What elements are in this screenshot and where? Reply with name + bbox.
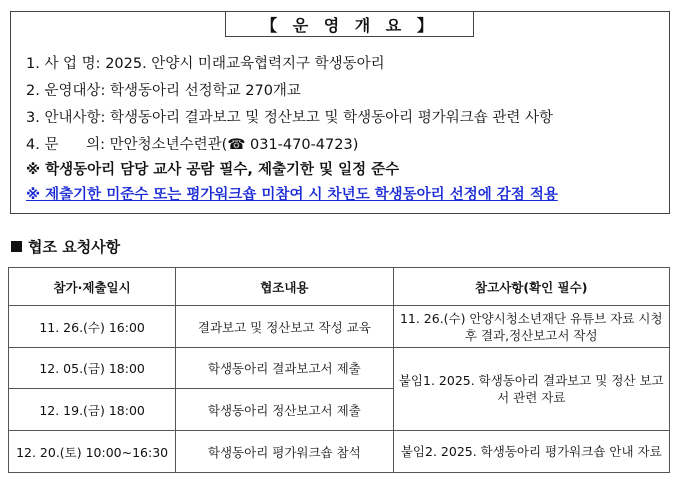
notice-penalty: ※ 제출기한 미준수 또는 평가워크숍 미참여 시 차년도 학생동아리 선정에 감점 적용 [26,187,558,203]
cell-date: 11. 26.(수) 16:00 [9,306,176,348]
cooperation-table [8,267,670,473]
overview-item-guidance [26,106,553,127]
cell-note: 붙임1. 2025. 학생동아리 결과보고 및 정산 보고서 관련 자료 [393,348,670,431]
table-header-row [9,268,670,306]
cell-date: 12. 20.(토) 10:00~16:30 [9,431,176,473]
overview-box [10,11,670,214]
cell-date: 12. 05.(금) 18:00 [9,348,176,389]
overview-item-value: 학생동아리 선정학교 270개교 [109,83,301,99]
section-title-text: 협조 요청사항 [28,238,121,256]
table-row [9,306,670,348]
overview-item-inquiry [26,133,358,154]
overview-title: 【 운 영 개 요 】 [225,11,474,37]
table-row [9,431,670,473]
overview-item-value: 학생동아리 결과보고 및 정산보고 및 학생동아리 평가워크숍 관련 사항 [109,110,554,126]
cell-content: 학생동아리 정산보고서 제출 [176,389,393,431]
cell-content: 학생동아리 결과보고서 제출 [176,348,393,389]
overview-item-label: 2. 운영대상: [26,83,106,99]
table-row [9,348,670,389]
overview-item-label: 1. 사 업 명: [26,56,101,72]
cell-date: 12. 19.(금) 18:00 [9,389,176,431]
overview-item-target [26,79,301,100]
cell-content: 학생동아리 평가워크숍 참석 [176,431,393,473]
overview-item-label: 4. 문 의: [26,137,105,153]
cell-note: 붙임2. 2025. 학생동아리 평가워크숍 안내 자료 [393,431,670,473]
cell-content: 결과보고 및 정산보고 작성 교육 [176,306,393,348]
cell-note: 11. 26.(수) 안양시청소년재단 유튜브 자료 시청 후 결과,정산보고서 작성 [393,306,670,348]
column-header-date: 참가·제출일시 [9,268,176,306]
column-header-content: 협조내용 [176,268,393,306]
section-title [11,236,120,257]
overview-item-project [26,52,385,73]
overview-item-value: 만안청소년수련관(☎ 031-470-4723) [109,137,359,153]
square-bullet-icon [11,241,22,252]
overview-item-value: 2025. 안양시 미래교육협력지구 학생동아리 [105,56,385,72]
overview-item-label: 3. 안내사항: [26,110,106,126]
column-header-note: 참고사항(확인 필수) [393,268,670,306]
notice-required: ※ 학생동아리 담당 교사 공람 필수, 제출기한 및 일정 준수 [26,162,400,178]
